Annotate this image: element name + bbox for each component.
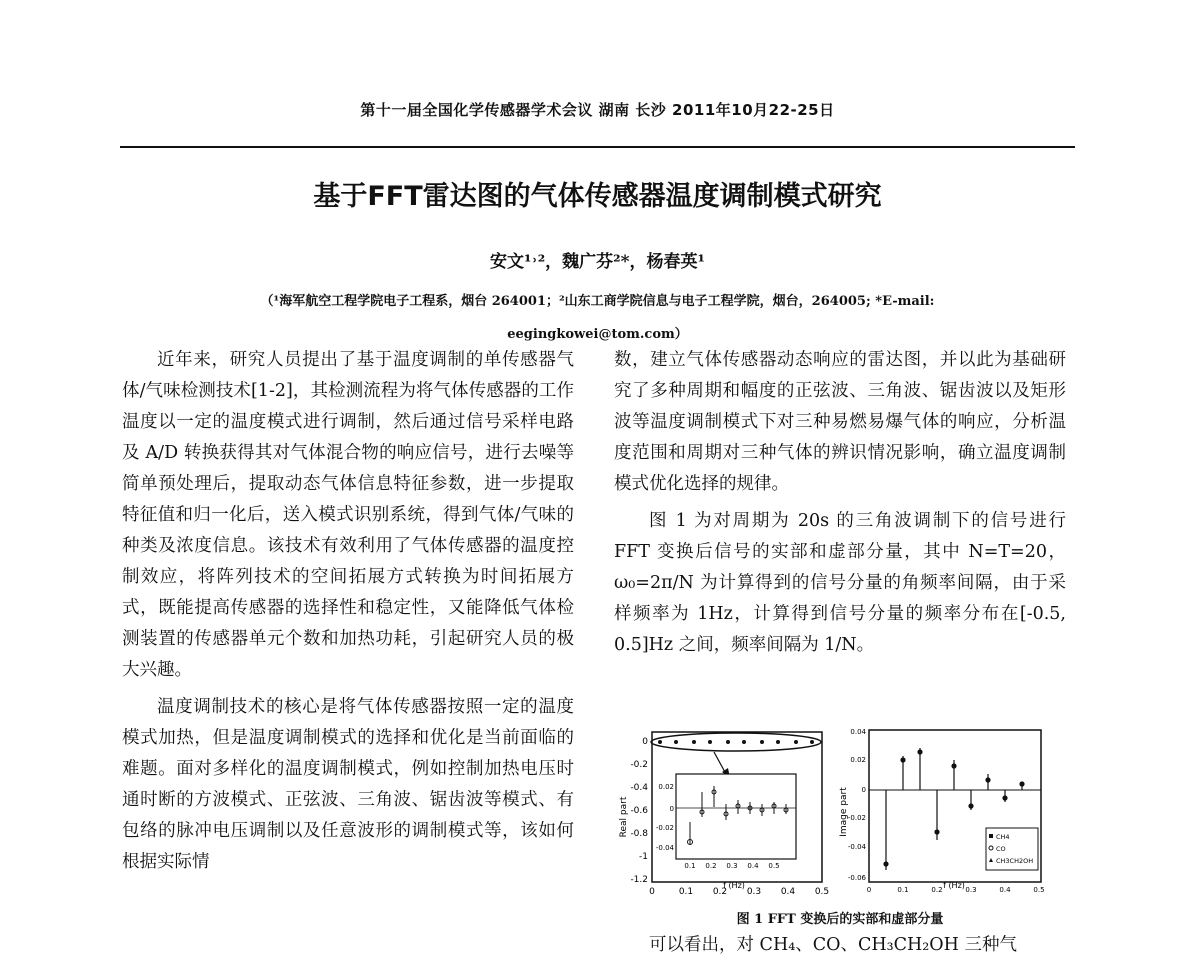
inset-ytick: -0.02: [655, 824, 674, 832]
left-paragraph-2: 温度调制技术的核心是将气体传感器按照一定的温度模式加热，但是温度调制模式的选择和优化是当前面临的难题。面对多样化的温度调制模式，例如控制加热电压时通时断的方波模式、正弦波、三角波、锯齿波等模式、有包络的脉冲电压调制以及任意波形的调制模式等，该如何根据实际情: [122, 697, 574, 872]
affiliations: [120, 285, 1075, 351]
inset-xtick: 0.3: [726, 862, 738, 870]
image-xtick: 0.4: [999, 886, 1011, 894]
inset-xtick: 0.1: [684, 862, 696, 870]
real-xtick: 0.4: [780, 887, 796, 897]
right-paragraph-2: 图 1 为对周期为 20s 的三角波调制下的信号进行 FFT 变换后信号的实部和虚部分量，其中 N=T=20，ω₀=2π/N 为计算得到的信号分量的角频率间隔，由于采样频率为 1Hz，计算得到信号分量的频率分布在[-0.5, 0.5]Hz 之间，频率间隔为 1/N。: [614, 511, 1066, 655]
legend-item: CO: [996, 845, 1006, 853]
image-ytick: -0.04: [847, 843, 866, 851]
image-ylabel: Image part: [839, 787, 849, 837]
image-part-plot: [839, 728, 1045, 894]
real-ytick: -0.2: [630, 760, 648, 770]
real-ytick: -0.8: [630, 829, 648, 839]
real-part-plot: [619, 732, 829, 897]
conference-header: 第十一届全国化学传感器学术会议 湖南 长沙 2011年10月22-25日: [360, 101, 835, 119]
figure-caption: 图 1 FFT 变换后的实部和虚部分量: [736, 912, 944, 927]
right-paragraph-3-start: 可以看出，对 CH₄、CO、CH₃CH₂OH 三种气: [649, 935, 1017, 955]
real-xtick: 0.5: [814, 887, 830, 897]
image-xtick: 0.1: [897, 886, 909, 894]
legend: [986, 828, 1038, 870]
image-xtick: 0: [866, 886, 872, 894]
inset-ytick: 0.02: [658, 783, 674, 791]
real-ylabel: Real part: [619, 796, 629, 838]
paper-title: 基于FFT雷达图的气体传感器温度调制模式研究: [313, 181, 882, 212]
real-ytick: -0.6: [630, 806, 648, 816]
legend-item: CH4: [996, 833, 1010, 841]
inset-plot: [656, 774, 796, 870]
image-ytick: 0: [861, 786, 866, 794]
real-points: [658, 740, 814, 744]
real-xtick: 0: [649, 887, 655, 897]
inset-ytick: 0: [669, 805, 674, 813]
inset-xtick: 0.2: [705, 862, 717, 870]
inset-ytick: -0.04: [655, 844, 674, 852]
right-paragraph-1: 数，建立气体传感器动态响应的雷达图，并以此为基础研究了多种周期和幅度的正弦波、三角波、锯齿波以及矩形波等温度调制模式下对三种易燃易爆气体的响应，分析温度范围和周期对三种气体的辨识情况影响，确立温度调制模式优化选择的规律。: [614, 350, 1066, 494]
real-xtick: 0.1: [678, 887, 694, 897]
real-ytick: -0.4: [630, 783, 648, 793]
right-column: [614, 345, 1066, 661]
affiliation-line-1: （¹海军航空工程学院电子工程系，烟台 264001；²山东工商学院信息与电子工程学院，烟台，264005; *E-mail:: [260, 294, 935, 309]
real-ytick: -1: [639, 852, 648, 862]
image-xtick: 0.2: [931, 886, 943, 894]
real-ytick: 0: [642, 737, 648, 747]
image-xlabel: f (Hz): [943, 881, 965, 890]
inset-xtick: 0.4: [747, 862, 759, 870]
image-ytick: -0.02: [847, 814, 866, 822]
image-ytick: -0.06: [847, 874, 866, 882]
real-xtick: 0.2: [712, 887, 728, 897]
image-ytick: 0.02: [850, 756, 866, 764]
image-ytick: 0.04: [850, 728, 866, 736]
left-paragraph-1: 近年来，研究人员提出了基于温度调制的单传感器气体/气味检测技术[1-2]，其检测流程为将气体传感器的工作温度以一定的温度模式进行调制，然后通过信号采样电路及 A/D 转换获得其对气体混合物的响应信号，进行去噪等简单预处理后，提取动态气体信息特征参数，进一步提取特征值和归一化后，送入模式识别系统，得到气体/气味的种类及浓度信息。该技术有效利用了气体传感器的温度控制效应，将阵列技术的空间拓展方式转换为时间拓展方式，既能提高传感器的选择性和稳定性，又能降低气体检测装置的传感器单元个数和加热功耗，引起研究人员的极大兴趣。: [122, 350, 574, 680]
authors: 安文¹˒²，魏广芬²*，杨春英¹: [490, 252, 705, 272]
legend-item: CH3CH2OH: [996, 857, 1034, 865]
real-xlabel: f (Hz): [723, 881, 745, 890]
image-xtick: 0.5: [1033, 886, 1045, 894]
inset-xtick: 0.5: [768, 862, 780, 870]
real-ytick: -1.2: [630, 875, 648, 885]
affiliation-line-2: eegingkowei@tom.com）: [507, 327, 688, 342]
image-xtick: 0.3: [965, 886, 977, 894]
left-column: [122, 345, 574, 878]
real-xtick: 0.3: [746, 887, 762, 897]
header-rule: [120, 146, 1075, 148]
